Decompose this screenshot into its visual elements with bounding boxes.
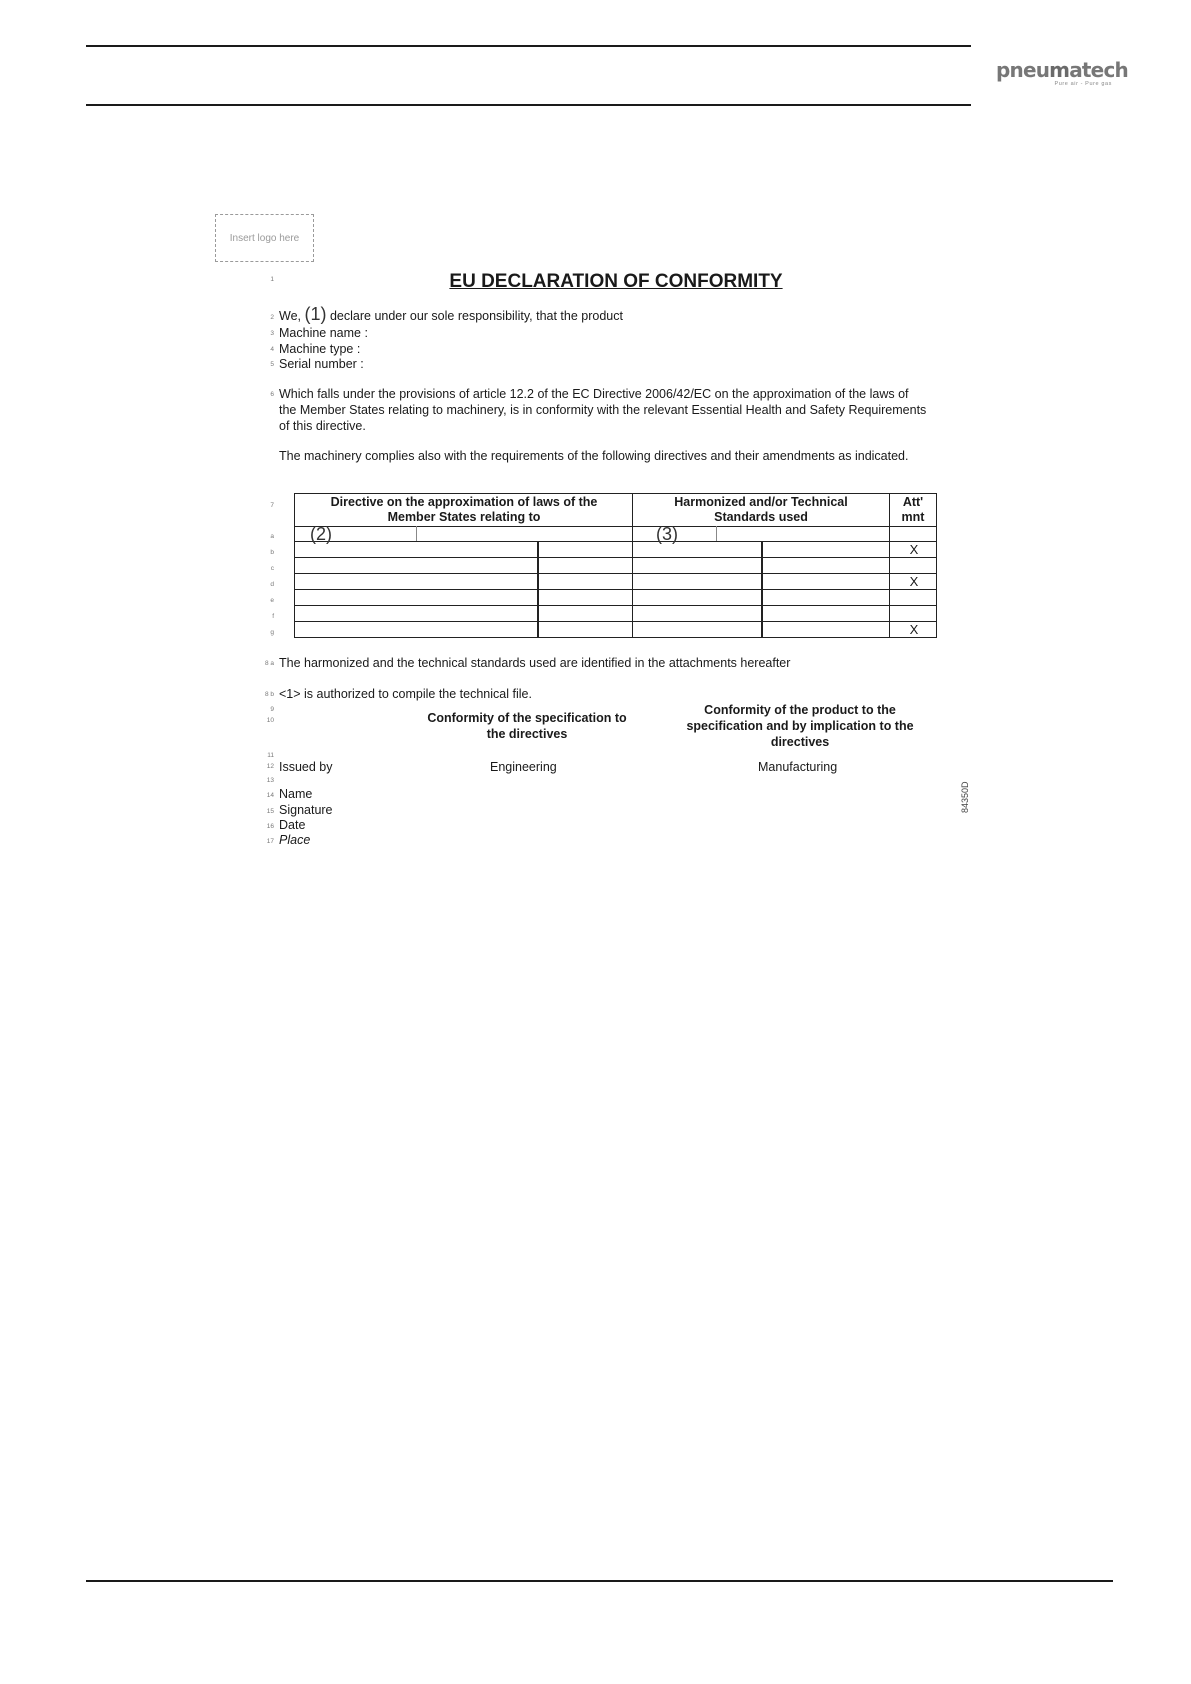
line-number: 3: [270, 330, 274, 337]
line-number: 12: [266, 763, 274, 770]
provisions-paragraph: Which falls under the provisions of article 12.2 of the EC Directive 2006/42/EC on the approximation of the laws of the Member States relating to machinery, is in conformity with the relevant Essential Health and Safety Requirements of this directive.: [279, 387, 927, 433]
logo-placeholder: Insert logo here: [215, 214, 314, 262]
table-row-label: f: [272, 613, 274, 620]
header-rule-top: [86, 45, 971, 47]
date-label: Date: [279, 818, 306, 832]
line-number: 6: [270, 391, 274, 398]
serial-number-label: Serial number :: [279, 357, 364, 371]
line-number: 14: [266, 792, 274, 799]
table-row-label: b: [270, 549, 274, 556]
document-title: EU DECLARATION OF CONFORMITY: [449, 271, 783, 292]
line-number: 8 a: [264, 660, 274, 667]
brand-name: pneumatech: [996, 58, 1128, 82]
line-number: 5: [270, 361, 274, 368]
harmonized-statement: The harmonized and the technical standards used are identified in the attachments hereafter: [279, 656, 791, 670]
line-number: 10: [266, 717, 274, 724]
line-number: 9: [270, 706, 274, 713]
table-row-label: c: [270, 565, 274, 572]
signature-label: Signature: [279, 803, 333, 817]
authorized-statement: <1> is authorized to compile the technical file.: [279, 687, 532, 701]
attachment-x-mark: X: [909, 574, 919, 589]
table-row-label: a: [270, 533, 274, 540]
column-header-directive: Directive on the approximation of laws of the Member States relating to: [330, 495, 598, 524]
machine-type-label: Machine type :: [279, 342, 361, 356]
table-row-label: e: [270, 597, 274, 604]
spec-conformity-header: Conformity of the specification to the directives: [427, 711, 627, 741]
place-label: Place: [279, 833, 311, 847]
name-label: Name: [279, 787, 313, 801]
line-number: 17: [266, 838, 274, 845]
brand-tagline: Pure air - Pure gas: [1054, 81, 1112, 87]
line-number: 7: [270, 502, 274, 509]
line-number: 15: [266, 808, 274, 815]
declaration-we-line: We, (1) declare under our sole responsibility, that the product: [279, 304, 623, 324]
line-number: 4: [270, 346, 274, 353]
engineering-label: Engineering: [490, 760, 557, 774]
line-number: 1: [270, 276, 274, 283]
complies-paragraph: The machinery complies also with the requirements of the following directives and their amendments as indicated.: [279, 449, 909, 463]
table-row-label: d: [270, 581, 274, 588]
header-rule-bottom: [86, 104, 971, 106]
placeholder-2: (2): [310, 524, 332, 544]
line-number: 16: [266, 823, 274, 830]
table-row-label: g: [270, 629, 274, 636]
column-header-attachment: Att' mnt: [901, 495, 925, 524]
issued-by-label: Issued by: [279, 760, 333, 774]
machine-name-label: Machine name :: [279, 326, 368, 340]
product-conformity-header: Conformity of the product to the specification and by implication to the directives: [686, 703, 914, 749]
footer-rule: [86, 1580, 1113, 1582]
line-number: 13: [266, 777, 274, 784]
brand-logo: [996, 58, 1128, 87]
column-header-standards: Harmonized and/or Technical Standards used: [674, 495, 848, 524]
directives-table: [294, 493, 937, 638]
line-number: 8 b: [264, 691, 274, 698]
attachment-x-mark: X: [909, 622, 919, 637]
attachment-x-mark: X: [909, 542, 919, 557]
document-reference: 84350D: [960, 781, 970, 813]
manufacturing-label: Manufacturing: [758, 760, 838, 774]
placeholder-1: (1): [304, 304, 327, 324]
placeholder-3: (3): [656, 524, 678, 544]
line-number: 11: [267, 752, 274, 759]
line-number: 2: [270, 314, 274, 321]
